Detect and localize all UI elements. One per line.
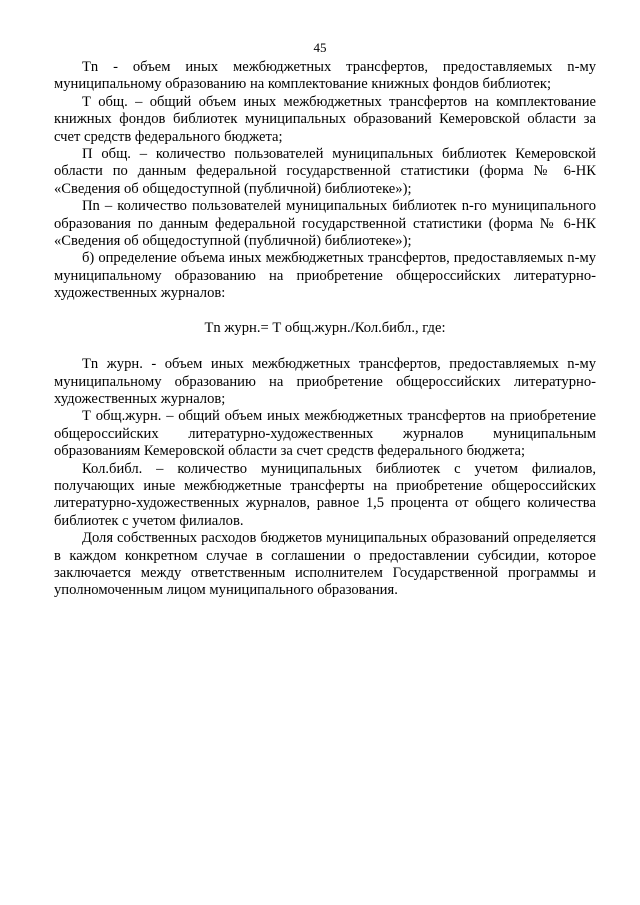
paragraph-tn-journals-definition: Tn журн. - объем иных межбюджетных трансфертов, предоставляемых n-му муниципальному образованию на приобретение общероссийских литературно-художественных журналов; [54, 356, 596, 407]
paragraph-t-total-definition: Т общ. – общий объем иных межбюджетных трансфертов на комплектование книжных фондов библиотек муниципальных образований Кемеровской области за счет средств федерального бюджета; [54, 93, 596, 145]
page-number: 45 [313, 40, 327, 55]
paragraph-tn-definition: Tn - объем иных межбюджетных трансфертов, предоставляемых n-му муниципальному образованию на комплектование книжных фондов библиотек; [54, 59, 596, 93]
paragraph-p-total-definition: П общ. – количество пользователей муниципальных библиотек Кемеровской области по данным федеральной государственной статистики (форма № 6-НК «Сведения об общедоступной (публичной) библиотеке»); [54, 146, 596, 197]
paragraph-own-expenses-share: Доля собственных расходов бюджетов муниципальных образований определяется в каждом конкретном случае в соглашении о предоставлении субсидии, которое заключается между ответственным исполнителем Государственной программы и уполномоченным лицом муниципального образования. [54, 530, 596, 599]
formula-journals: Tn журн.= Т общ.журн./Кол.библ., где: [204, 319, 446, 336]
spacer [54, 303, 596, 320]
paragraph-journals-intro: б) определение объема иных межбюджетных трансфертов, предоставляемых n-му муниципальному образованию на приобретение общероссийских литературно-художественных журналов: [54, 250, 596, 302]
document-body [54, 59, 596, 600]
paragraph-t-journals-definition: Т общ.журн. – общий объем иных межбюджетных трансфертов на приобретение общероссийских литературно-художественных журналов муниципальным образованиям Кемеровской области за счет средств федерального бюджета; [54, 408, 596, 460]
paragraph-pn-definition: Пn – количество пользователей муниципальных библиотек n-го муниципального образования по данным федеральной государственной статистики (форма № 6-НК «Сведения об общедоступной (публичной) библиотеке»); [54, 198, 596, 250]
paragraph-libraries-count-definition: Кол.библ. – количество муниципальных библиотек с учетом филиалов, получающих иные межбюджетные трансферты на приобретение общероссийских литературно-художественных журналов, равное 1,5 процента от общего количества библиотек с учетом филиалов. [54, 460, 596, 529]
spacer [54, 337, 596, 356]
